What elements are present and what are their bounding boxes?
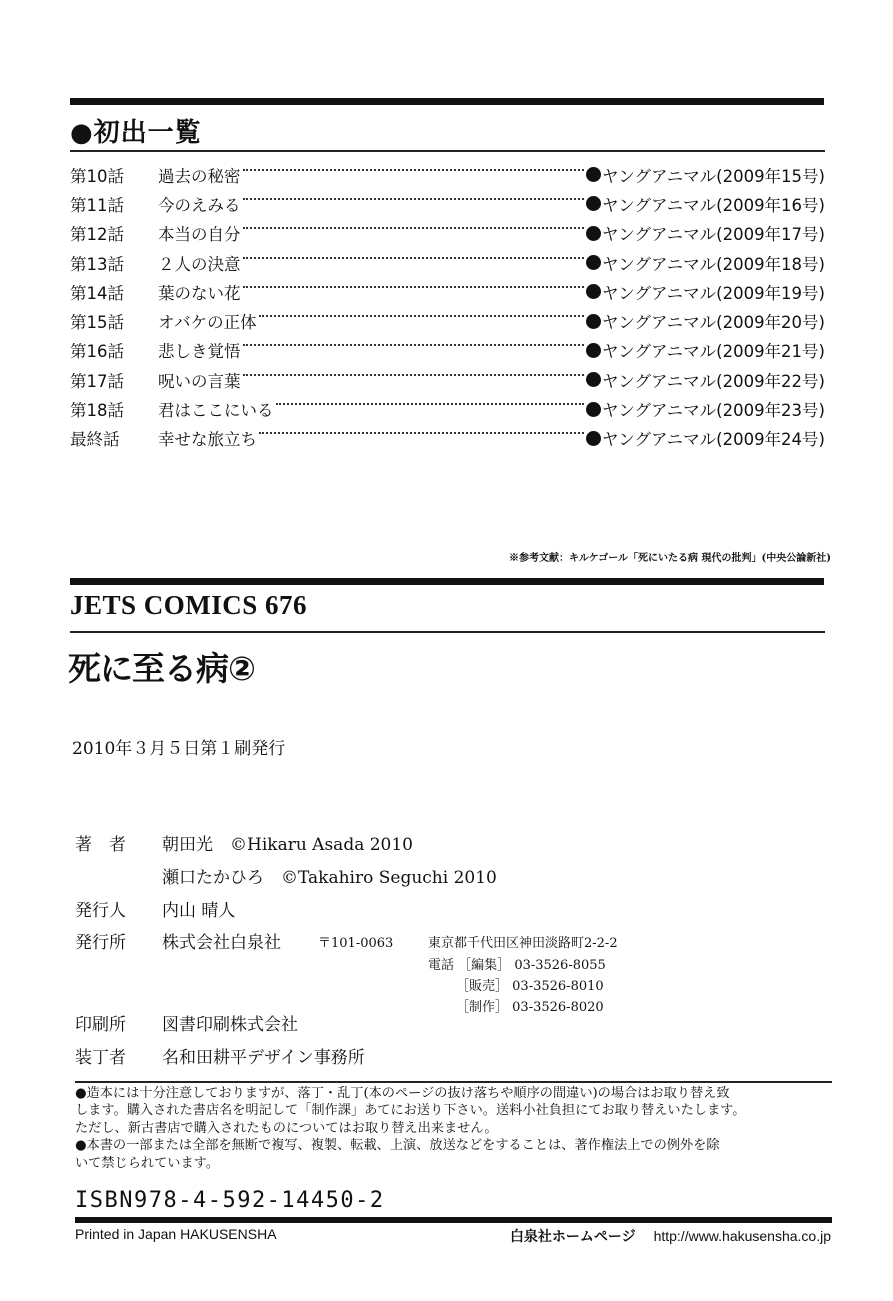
episode-number: 第16話 [70,342,124,362]
episode-title: オバケの正体 [158,313,257,333]
notice-line: ●造本には十分注意しておりますが、落丁・乱丁(本のページの抜け落ちや順序の間違い)の場合はお取り替え致 [75,1086,730,1101]
toc-row [70,189,825,218]
footer-thick-rule [75,1217,832,1223]
leader-dots [243,257,584,259]
toc-row [70,248,825,277]
first-appearance-list [70,160,825,453]
episode-source: ヤングアニマル(2009年16号) [601,195,825,215]
homepage-url[interactable]: http://www.hakusensha.co.jp [653,1228,831,1244]
leader-dots [243,198,584,200]
author-1: 朝田光 ©Hikaru Asada 2010 [162,835,413,855]
first-appearance-heading: ●初出一覧 [70,118,202,148]
publisher-name: 株式会社白泉社 [162,933,281,953]
episode-source: ヤングアニマル(2009年18号) [601,254,825,274]
leader-dots [243,169,584,171]
homepage-label: 白泉社ホームページ [509,1228,636,1244]
leader-dots [259,315,584,317]
toc-row [70,424,825,453]
episode-number: 第12話 [70,225,124,245]
episode-title: 悲しき覚悟 [158,342,241,362]
episode-number: 第15話 [70,313,124,333]
printer-label: 印刷所 [75,1015,126,1035]
episode-title: 君はここにいる [158,401,274,421]
episode-source: ヤングアニマル(2009年23号) [601,401,825,421]
leader-dots [259,432,584,434]
episode-source: ヤングアニマル(2009年24号) [601,430,825,450]
bullet-icon [586,402,601,417]
episode-number: 第10話 [70,166,124,186]
top-thick-rule [70,98,824,105]
episode-number: 第17話 [70,371,124,391]
bullet-icon [586,372,601,387]
address: 東京都千代田区神田淡路町2-2-2 [428,936,618,951]
notice-top-rule [75,1081,832,1083]
episode-source: ヤングアニマル(2009年15号) [601,166,825,186]
publisher-person-label: 発行人 [75,901,126,921]
toc-row [70,306,825,335]
bullet-icon [586,343,601,358]
colophon-thick-rule [70,578,824,585]
toc-row [70,365,825,394]
toc-row [70,219,825,248]
toc-row [70,160,825,189]
episode-title: 幸せな旅立ち [158,430,257,450]
phone-number: 03-3526-8020 [512,1000,604,1015]
reference-note: ※参考文献：キルケゴール「死にいたる病 現代の批判」(中央公論新社) [508,553,831,564]
publisher-label: 発行所 [75,933,126,953]
phone-row-3 [456,996,604,1015]
phone-number: 03-3526-8010 [512,979,604,994]
episode-title: ２人の決意 [158,254,241,274]
publisher-person: 内山 晴人 [162,901,236,921]
phone-dept: ［販売］ [456,979,509,994]
designer-label: 装丁者 [75,1048,126,1068]
leader-dots [243,286,584,288]
bullet-icon [586,314,601,329]
phone-row-2 [456,975,604,994]
episode-source: ヤングアニマル(2009年21号) [601,342,825,362]
notice-line: ただし、新古書店で購入されたものについてはお取り替え出来ません。 [75,1120,498,1136]
episode-title: 葉のない花 [158,283,241,303]
toc-row [70,394,825,423]
notice-line: いて禁じられています。 [75,1155,220,1171]
bullet-icon [586,167,601,182]
phone-label: 電話 [428,958,455,973]
episode-number: 第11話 [70,195,124,215]
author-label: 著 者 [75,835,126,855]
episode-title: 過去の秘密 [158,166,241,186]
phone-row-1 [428,954,606,973]
toc-row [70,336,825,365]
phone-dept: ［制作］ [456,1000,509,1015]
series-name: JETS COMICS 676 [70,590,308,620]
episode-title: 呪いの言葉 [158,371,241,391]
bullet-icon [586,284,601,299]
bullet-icon [586,196,601,211]
printer-name: 図書印刷株式会社 [162,1015,298,1035]
leader-dots [243,344,584,346]
episode-source: ヤングアニマル(2009年17号) [601,225,825,245]
printed-in: Printed in Japan HAKUSENSHA [75,1226,277,1242]
notice-line: ●本書の一部または全部を無断で複写、複製、転載、上演、放送などをすることは、著作権法上での例外を除 [75,1138,720,1154]
isbn: ISBN978-4-592-14450-2 [75,1188,385,1213]
episode-title: 今のえみる [158,195,241,215]
book-title: 死に至る病② [68,649,255,688]
leader-dots [276,403,584,405]
heading-underline [70,150,825,152]
series-underline [70,631,825,633]
leader-dots [243,227,584,229]
episode-number: 第18話 [70,401,124,421]
notice-text [75,1085,835,1172]
episode-number: 第14話 [70,283,124,303]
episode-number: 最終話 [70,430,120,450]
publication-date: 2010年３月５日第１刷発行 [72,739,286,759]
phone-dept: ［編集］ [458,958,511,973]
designer-name: 名和田耕平デザイン事務所 [162,1048,365,1068]
episode-title: 本当の自分 [158,225,241,245]
toc-row [70,277,825,306]
episode-source: ヤングアニマル(2009年20号) [601,313,825,333]
postal-code: 〒101-0063 [318,936,394,951]
bullet-icon [586,255,601,270]
bullet-icon [586,226,601,241]
phone-number: 03-3526-8055 [514,958,606,973]
notice-line: します。購入された書店名を明記して「制作課」あてにお送り下さい。送料小社負担にてお取り替えいたします。 [75,1103,746,1119]
author-2: 瀬口たかひろ ©Takahiro Seguchi 2010 [162,868,497,888]
episode-source: ヤングアニマル(2009年19号) [601,283,825,303]
leader-dots [243,374,584,376]
episode-number: 第13話 [70,254,124,274]
episode-source: ヤングアニマル(2009年22号) [601,371,825,391]
bullet-icon [586,431,601,446]
homepage [510,1226,831,1246]
